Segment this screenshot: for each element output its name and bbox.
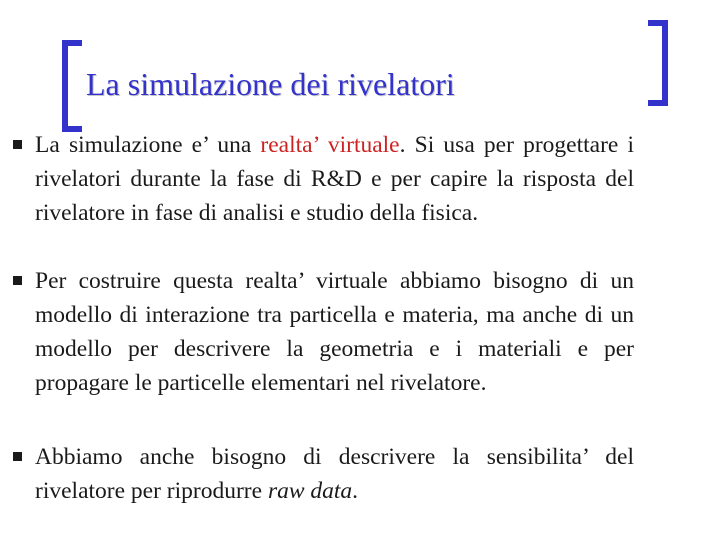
bullet-text-end: . Si usa per progettare i rivelatori durante la fase di R&D e per capire la risposta del rivelatore in fase di analisi e studio della fisica. <box>35 132 635 226</box>
italic-term: raw data <box>267 478 353 504</box>
bullet-text: Per costruire questa realta’ virtuale abbiamo bisogno di un modello di interazione tra particella e materia, ma anche di un modello per descrivere la geometria e i materiali e per propagare le particelle elementari nel rivelatore. <box>35 268 634 396</box>
title-bracket-left <box>62 40 82 132</box>
square-bullet-icon <box>13 452 22 461</box>
highlighted-term: realta’ virtuale <box>260 132 400 158</box>
slide-title: La simulazione dei rivelatori <box>86 66 455 102</box>
bullet-text <box>35 440 634 508</box>
square-bullet-icon <box>13 276 22 285</box>
bullet-text <box>35 128 634 230</box>
bullet-text-end: . <box>352 478 359 504</box>
bullet-text-start: La simulazione e’ una <box>35 132 261 158</box>
bullet-text-start: Abbiamo anche bisogno di descrivere la sensibilita’ del rivelatore per riprodurre <box>35 444 634 504</box>
title-bracket-right <box>648 20 668 106</box>
square-bullet-icon <box>13 140 22 149</box>
